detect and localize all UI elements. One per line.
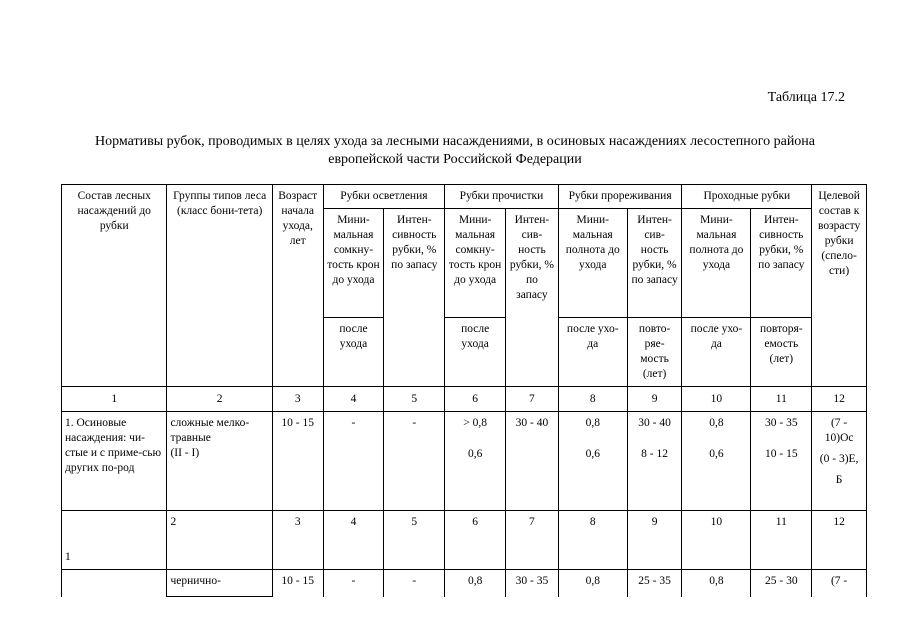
column-number: 6 (445, 511, 506, 570)
value-cell: 0,8 (445, 570, 506, 597)
value-repeat: 10 - 15 (765, 448, 798, 460)
start-age-cell: 10 - 15 (272, 412, 323, 511)
column-number: 10 (682, 511, 751, 570)
header-group-cleaning: Рубки прочистки (445, 185, 559, 209)
column-number: 3 (272, 511, 323, 570)
forest-type-cell (167, 412, 272, 511)
header-group-clearing: Рубки осветления (323, 185, 445, 209)
col-number: 1 (62, 387, 167, 412)
header-c6-after: после ухода (445, 318, 506, 387)
value-cell: - (323, 570, 384, 597)
value-repeat: 8 - 12 (641, 448, 668, 460)
value-cell (751, 412, 812, 511)
value-cell (627, 412, 682, 511)
header-c6: Мини-мальная сомкну-тость крон до ухода (445, 209, 506, 318)
column-number: 12 (812, 511, 867, 570)
header-c11: Интен-сивность рубки, % по запасу (751, 209, 812, 318)
header-c9-repeat: повто-ряе-мость (лет) (627, 318, 682, 387)
value-cell (558, 412, 627, 511)
column-number: 11 (751, 511, 812, 570)
target-composition-cell (812, 412, 867, 511)
forest-type-cell: чернично- (167, 570, 272, 597)
target-part-3: Б (835, 474, 843, 486)
norms-table (61, 184, 867, 597)
value-after: 0,6 (585, 448, 600, 460)
column-number: 2 (167, 511, 272, 570)
value-cell: 25 - 35 (627, 570, 682, 597)
composition-cell (62, 570, 167, 597)
value-intensity: 30 - 35 (765, 417, 798, 429)
bonitet-class: (II - I) (170, 447, 200, 459)
col-number: 8 (558, 387, 627, 412)
column-number-row (62, 387, 867, 412)
title-line-1: Нормативы рубок, проводимых в целях ухода за лесными насаждениями, в осиновых насаждениях лесостепного района (94, 134, 816, 149)
column-number: 7 (506, 511, 559, 570)
header-group-thinning: Рубки прореживания (558, 185, 682, 209)
target-composition-cell: (7 - (812, 570, 867, 597)
table-row (62, 511, 867, 570)
col-number: 2 (167, 387, 272, 412)
value-cell: 0,8 (682, 570, 751, 597)
value-cell (682, 412, 751, 511)
col-number: 10 (682, 387, 751, 412)
col-number: 12 (812, 387, 867, 412)
header-c8-after: после ухо-да (558, 318, 627, 387)
value-cell: 30 - 40 (506, 412, 559, 511)
header-c4-after: после ухода (323, 318, 384, 387)
col-number: 5 (384, 387, 445, 412)
col-number: 9 (627, 387, 682, 412)
header-target-composition: Целевой состав к возрасту рубки (спело-сти) (812, 185, 867, 387)
forest-type-name: сложные мелко-травные (170, 417, 250, 444)
table-title (50, 133, 860, 169)
header-c5: Интен-сивность рубки, % по запасу (384, 209, 445, 387)
header-composition: Состав лесных насаждений до рубки (62, 185, 167, 387)
value-cell: - (384, 412, 445, 511)
start-age-cell: 10 - 15 (272, 570, 323, 597)
header-c10: Мини-мальная полнота до ухода (682, 209, 751, 318)
header-c9: Интен-сив-ность рубки, % по запасу (627, 209, 682, 318)
header-c4: Мини-мальная сомкну-тость крон до ухода (323, 209, 384, 318)
column-number: 4 (323, 511, 384, 570)
value-after: 0,6 (467, 448, 483, 460)
column-number: 8 (558, 511, 627, 570)
header-c10-after: после ухо-да (682, 318, 751, 387)
column-number: 9 (627, 511, 682, 570)
target-part-1: (7 - 10)Ос (824, 417, 854, 444)
header-row-1 (62, 185, 867, 209)
table-number: Таблица 17.2 (767, 90, 845, 105)
column-number: 5 (384, 511, 445, 570)
value-before: > 0,8 (463, 417, 487, 429)
value-after: 0,6 (709, 448, 724, 460)
value-cell: - (323, 412, 384, 511)
composition-cell: 1. Осиновые насаждения: чи-стые и с приме-сью других по-род (62, 412, 167, 511)
col-number: 4 (323, 387, 384, 412)
value-cell: 30 - 35 (506, 570, 559, 597)
col-number: 7 (506, 387, 559, 412)
value-cell: 0,8 (558, 570, 627, 597)
value-cell: 25 - 30 (751, 570, 812, 597)
header-group-passage: Проходные рубки (682, 185, 812, 209)
table-row (62, 412, 867, 511)
target-part-2: (0 - 3)Е, (819, 453, 859, 465)
header-forest-types: Группы типов леса (класс бони-тета) (167, 185, 272, 387)
header-start-age: Возраст начала ухода, лет (272, 185, 323, 387)
column-number: 1 (62, 511, 167, 570)
header-c8: Мини-мальная полнота до ухода (558, 209, 627, 318)
header-c7: Интен-сив-ность рубки, % по запасу (506, 209, 559, 387)
title-line-2: европейской части Российской Федерации (328, 152, 582, 167)
header-c11-repeat: повторя-емость (лет) (751, 318, 812, 387)
value-intensity: 30 - 40 (638, 417, 671, 429)
value-cell (445, 412, 506, 511)
table-row (62, 570, 867, 597)
value-before: 0,8 (585, 417, 600, 429)
value-before: 0,8 (709, 417, 724, 429)
value-cell: - (384, 570, 445, 597)
col-number: 6 (445, 387, 506, 412)
col-number: 11 (751, 387, 812, 412)
col-number: 3 (272, 387, 323, 412)
